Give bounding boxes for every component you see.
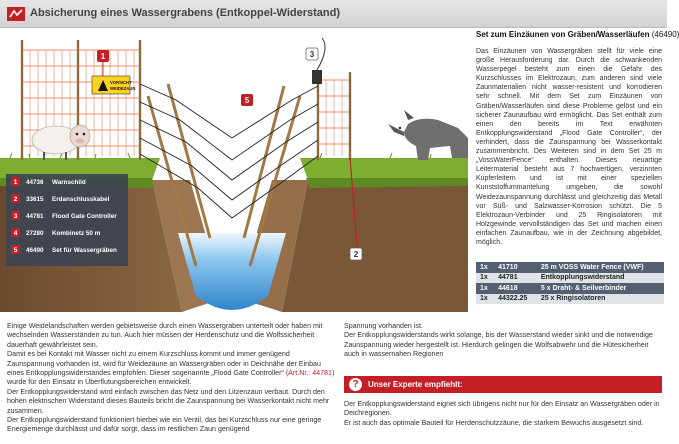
product-row	[476, 294, 664, 305]
side-description: Das Einzäunen von Wassergräben stellt für viele eine große Herausforderung dar. Durch die schwankenden Wasserpegel besteht zum einen die Gefahr des Kurzschlusses im Elektrozaun, zum anderen sind viele Zaunmaterialien nicht wasser-resistent und korrodieren sehr schnell. Mit dem Set zum Einzäunen von Gräben/Wasserläufen sind diese Probleme gelöst und ein sicherer Zaunaufbau wird ermöglicht. Das Set enthält zum einen den bereits im Text erwähnten Entkopplungswiderstand „Flood Gate Controller“, der verhindert, dass die Zaunspannung bei Wasserkontakt zusammenbricht. Des Weiteren sind in dem Set 25 m „VossWaterFence“ enthalten. Dieses neuartige Leitermaterial besteht aus 7 hochwertigen, verzinnten Kupferleitern und ist mit einer speziellen Kunststoffummantelung umgeben, die sowohl Weidezaunspannung durchlässt und gleichzeitig das Metall vor Süß- und Salzwasser-Korrosion schützt. Die 5 Elektrozaun-Verbinder und 25 Ringisolatoren mit Holzgewinde vervollständigen das Set und machen einen einfachen Zaunaufbau, wie in der Zeichnung abgebildet, möglich.	[476, 48, 662, 246]
brand-mark-icon	[7, 7, 25, 21]
product-row	[476, 283, 664, 294]
legend-label: Kombinetz 50 m	[52, 230, 101, 237]
article-number-link[interactable]: (Art.Nr.: 44781)	[285, 369, 335, 378]
legend-label: Set für Wassergräben	[52, 247, 117, 254]
body-paragraph: Einige Weidelandschaften werden gebietsweise durch einen Wassergraben unterteilt oder haben mit wechselnden Wasserständen zu tun. Auch hier müssen der Herdenschutz und die Wolfssicherheit dauerhaft gewährleistet sein.	[7, 322, 323, 349]
product-code: 44322.25	[494, 294, 537, 305]
product-code: 44781	[494, 273, 537, 284]
body-paragraph: Spannung vorhanden ist.	[344, 322, 423, 330]
callout-1: 1	[100, 52, 106, 61]
legend-code: 44781	[26, 213, 44, 220]
legend-code: 27280	[26, 230, 44, 237]
product-label: 25 x Ringisolatoren	[537, 294, 664, 305]
warning-sign-icon	[92, 76, 135, 94]
body-column-1	[7, 322, 335, 435]
legend-code: 46490	[26, 247, 44, 254]
product-qty: 1x	[476, 273, 494, 284]
body-paragraph: Der Entkopplungswiderstand funktioniert hierbei wie ein Ventil, das bei Kurzschluss nur eine geringe Energiemenge durchlässt und dafür sorgt, dass im restlichen Zaun genügend	[7, 416, 322, 434]
callout-3: 3	[309, 50, 315, 59]
legend-number: 3	[13, 213, 18, 220]
product-code: 41710	[494, 262, 537, 273]
body-column-2	[344, 322, 662, 360]
product-row	[476, 273, 664, 284]
legend-code: 33615	[26, 196, 44, 203]
product-row	[476, 262, 664, 273]
body-paragraph: Der Entkopplungswiderstand wird einfach zwischen das Netz und den Litzenzaun verbaut. Durch den hohen elektrischen Widerstand dieses Bauteils bricht die Zaunspannung bei Wasserkontakt nicht mehr zusammen.	[7, 387, 330, 415]
expert-paragraph: Der Entkopplungswiderstand eignet sich übrigens nicht nur für den Einsatz an Wassergräben oder in Deichregionen.	[344, 400, 660, 418]
legend-number: 2	[13, 196, 18, 203]
legend-number: 5	[13, 247, 18, 254]
expert-paragraph: Er ist auch das optimale Bauteil für Herdenschutzzäune, die starkem Bewuchs ausgesetzt sind.	[344, 418, 644, 427]
callout-2: 2	[353, 250, 359, 259]
question-mark-icon: ?	[349, 378, 362, 391]
page-header	[0, 0, 667, 28]
body-paragraph: Der Entkopplungswiderstands wirkt solange, bis der Wasserstand wieder sinkt und die notwendige Zaunspannung wieder hergestellt ist. Hierdurch gelingen die Wolfsabwehr und die Hütesicherheit auch in wassernahen Regionen	[344, 331, 653, 359]
product-label: 5 x Draht- & Seilverbinder	[537, 283, 664, 294]
product-label: 25 m VOSS Water Fence (VWF)	[537, 262, 664, 273]
product-qty: 1x	[476, 283, 494, 294]
product-table	[476, 262, 664, 304]
legend-label: Flood Gate Controller	[52, 213, 117, 220]
wolf-figure	[388, 110, 468, 160]
page-title: Absicherung eines Wassergrabens (Entkoppel-Widerstand)	[30, 7, 340, 19]
legend-label: Erdanschlusskabel	[52, 196, 110, 203]
side-title: Set zum Einzäunen von Gräben/Wasserläufen (46490)	[476, 30, 679, 39]
callout-5: 5	[244, 96, 250, 105]
product-label: Entkopplungswiderstand	[537, 273, 664, 284]
ditch-fence-illustration	[0, 28, 468, 319]
side-info	[476, 30, 679, 247]
flood-gate-controller	[312, 70, 322, 84]
product-qty: 1x	[476, 262, 494, 273]
product-qty: 1x	[476, 294, 494, 305]
body-paragraph: Damit es bei Kontakt mit Wasser nicht zu einem Kurzschluss kommt und immer genügend Zaunspannung vorhanden ist, wird für Weidezäune an Wassergräben oder in Deichnähe der Einbau eines Entkopplungswiderstandes empfohlen. Dieser sogenannte „Flood Gate Controller“ (Art.Nr.: 44781) wurde für den Einsatz in Überflutungsbereichen entwickelt.	[7, 350, 335, 387]
illustration-legend	[6, 174, 128, 266]
legend-number: 1	[13, 179, 18, 186]
expert-text	[344, 400, 662, 428]
expert-banner	[344, 376, 662, 393]
expert-label: Unser Experte empfiehlt:	[368, 380, 463, 389]
svg-text:WEIDEZAUN: WEIDEZAUN	[110, 86, 136, 91]
legend-label: Warnschild	[52, 179, 86, 186]
right-ground	[300, 158, 468, 180]
legend-number: 4	[13, 230, 18, 237]
legend-code: 44736	[26, 179, 44, 186]
svg-text:VORSICHT: VORSICHT	[110, 80, 132, 85]
product-code: 44618	[494, 283, 537, 294]
